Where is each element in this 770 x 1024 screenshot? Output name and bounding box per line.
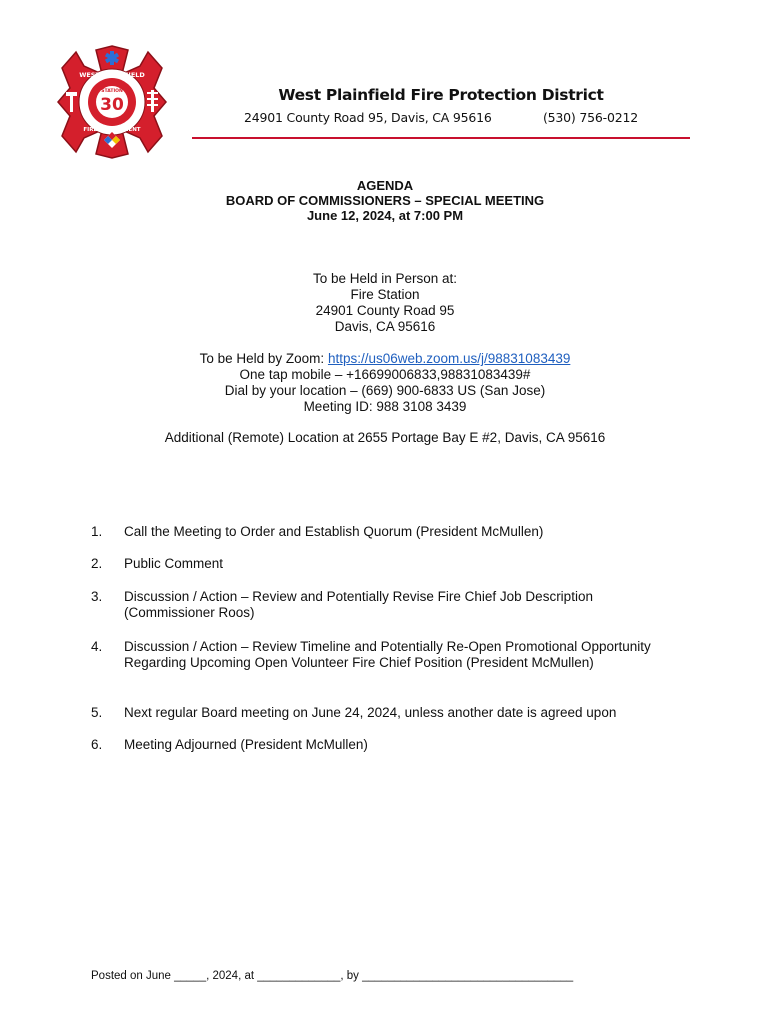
org-phone: (530) 756-0212: [543, 110, 638, 125]
in-person-lead: To be Held in Person at:: [312, 271, 458, 286]
zoom-lead: To be Held by Zoom:: [199, 351, 328, 366]
item-text: Public Comment: [124, 556, 224, 571]
in-person-street: 24901 County Road 95: [315, 303, 455, 318]
agenda-title: AGENDA: [356, 178, 414, 193]
zoom-link[interactable]: https://us06web.zoom.us/j/98831083439: [327, 351, 571, 366]
agenda-heading: [0, 178, 770, 223]
zoom-one-tap: One tap mobile – +16699006833,98831083439#: [239, 367, 531, 382]
zoom-meeting-id: Meeting ID: 988 3108 3439: [303, 399, 467, 414]
fire-department-logo: [56, 44, 168, 160]
item-text: Next regular Board meeting on June 24, 2024, unless another date is agreed upon: [124, 705, 617, 720]
agenda-date: June 12, 2024, at 7:00 PM: [306, 208, 464, 223]
item-text: Discussion / Action – Review Timeline and Potentially Re-Open Promotional Opportunity Regarding Upcoming Open Volunteer Fire Chief Position (President McMullen): [124, 639, 651, 670]
org-address: 24901 County Road 95, Davis, CA 95616: [244, 110, 492, 125]
logo-number: 30: [100, 95, 124, 115]
header-divider: [192, 137, 690, 139]
item-number: 1.: [91, 524, 103, 539]
logo-top-text: WEST PLAINFIELD: [79, 71, 145, 79]
item-number: 4.: [91, 639, 103, 654]
item-number: 2.: [91, 556, 103, 571]
posted-line: Posted on June _____, 2024, at _____________, by _________________________________: [91, 970, 574, 982]
item-text: Meeting Adjourned (President McMullen): [124, 737, 368, 752]
in-person-location: [0, 271, 770, 335]
in-person-city: Davis, CA 95616: [334, 319, 436, 334]
zoom-line: [0, 351, 770, 367]
item-number: 3.: [91, 589, 103, 604]
zoom-info: [0, 351, 770, 415]
item-number: 5.: [91, 705, 103, 720]
in-person-place: Fire Station: [350, 287, 420, 302]
agenda-subtitle: BOARD OF COMMISSIONERS – SPECIAL MEETING: [225, 193, 545, 208]
item-number: 6.: [91, 737, 103, 752]
item-text: Call the Meeting to Order and Establish Quorum (President McMullen): [124, 524, 544, 539]
logo-station-text: STATION: [101, 89, 123, 94]
logo-bottom-text: FIRE DEPARTMENT: [83, 127, 141, 133]
org-name: West Plainfield Fire Protection District: [278, 86, 604, 104]
remote-location: Additional (Remote) Location at 2655 Portage Bay E #2, Davis, CA 95616: [164, 430, 606, 445]
zoom-dial: Dial by your location – (669) 900-6833 US (San Jose): [224, 383, 546, 398]
item-text: Discussion / Action – Review and Potentially Revise Fire Chief Job Description (Commissioner Roos): [124, 589, 593, 620]
